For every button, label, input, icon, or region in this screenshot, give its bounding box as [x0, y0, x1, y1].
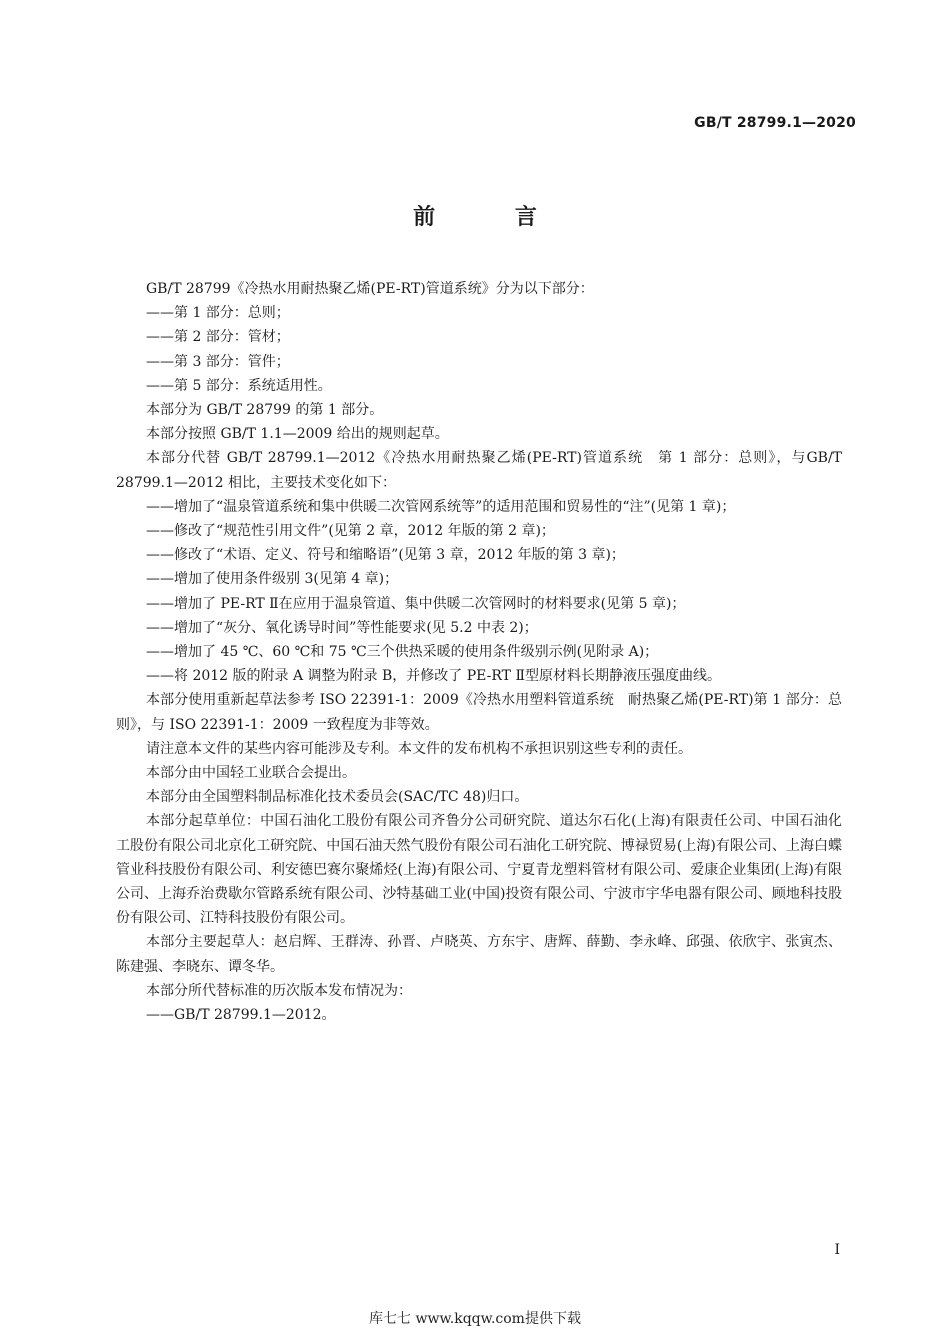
paragraph: 本部分由全国塑料制品标准化技术委员会(SAC/TC 48)归口。 — [146, 789, 529, 806]
list-item: ——第 5 部分：系统适用性。 — [146, 377, 332, 394]
list-item: ——修改了“规范性引用文件”(见第 2 章，2012 年版的第 2 章)； — [146, 523, 555, 540]
list-item: ——增加了“温泉管道系统和集中供暖二次管网系统等”的适用范围和贸易性的“注”(见第 1 章)； — [146, 498, 736, 515]
paragraph: 本部分主要起草人：赵启辉、王群涛、孙晋、卢晓英、方东宇、唐辉、薛勤、李永峰、邱强、依欣宇、张寅杰、陈建强、李晓东、谭冬华。 — [116, 934, 842, 975]
paragraph: GB/T 28799《冷热水用耐热聚乙烯(PE-RT)管道系统》分为以下部分： — [146, 281, 594, 297]
list-item: ——将 2012 版的附录 A 调整为附录 B，并修改了 PE-RT Ⅱ型原材料长期静液压强度曲线。 — [146, 668, 721, 685]
document-code: GB/T 28799.1—2020 — [694, 115, 856, 131]
paragraph: 本部分按照 GB/T 1.1—2009 给出的规则起草。 — [146, 426, 449, 443]
page-number: I — [834, 1242, 840, 1258]
list-item: ——第 1 部分：总则； — [146, 305, 290, 322]
paragraph: 本部分代替 GB/T 28799.1—2012《冷热水用耐热聚乙烯(PE-RT)管道系统 第 1 部分：总则》，与GB/T 28799.1—2012 相比，主要技术变化如下： — [116, 450, 842, 491]
paragraph: 本部分所代替标准的历次版本发布情况为： — [146, 982, 412, 999]
paragraph: 本部分由中国轻工业联合会提出。 — [146, 765, 356, 782]
list-item: ——增加了 PE-RT Ⅱ在应用于温泉管道、集中供暖二次管网时的材料要求(见第 5 章)； — [146, 595, 686, 612]
list-item: ——修改了“术语、定义、符号和缩略语”(见第 3 章，2012 年版的第 3 章)； — [146, 547, 625, 564]
list-item: ——第 2 部分：管材； — [146, 329, 290, 346]
footer-watermark: 库七七 www.kqqw.com提供下载 — [369, 1311, 581, 1327]
list-item: ——GB/T 28799.1—2012。 — [146, 1007, 336, 1024]
list-item: ——增加了 45 ℃、60 ℃和 75 ℃三个供热采暖的使用条件级别示例(见附录 A)； — [146, 644, 659, 661]
paragraph: 本部分为 GB/T 28799 的第 1 部分。 — [146, 402, 384, 419]
list-item: ——增加了“灰分、氧化诱导时间”等性能要求(见 5.2 中表 2)； — [146, 619, 538, 636]
foreword-body — [116, 277, 842, 1027]
paragraph: 请注意本文件的某些内容可能涉及专利。本文件的发布机构不承担识别这些专利的责任。 — [146, 740, 692, 757]
page-title: 前 言 — [413, 205, 573, 230]
list-item: ——增加了使用条件级别 3(见第 4 章)； — [146, 571, 399, 588]
paragraph: 本部分使用重新起草法参考 ISO 22391-1：2009《冷热水用塑料管道系统 耐热聚乙烯(PE-RT)第 1 部分：总则》，与 ISO 22391-1：2009 一致程度为非等效。 — [116, 692, 842, 733]
paragraph: 本部分起草单位：中国石油化工股份有限公司齐鲁分公司研究院、道达尔石化(上海)有限责任公司、中国石油化工股份有限公司北京化工研究院、中国石油天然气股份有限公司石油化工研究院、博禄贸易(上海)有限公司、上海白蝶管业科技股份有限公司、利安德巴赛尔聚烯烃(上海)有限公司、宁夏青龙塑料管材有限公司、爱康企业集团(上海)有限公司、上海乔治费歇尔管路系统有限公司、沙特基础工业(中国)投资有限公司、宁波市宇华电器有限公司、顾地科技股份有限公司、江特科技股份有限公司。 — [116, 813, 842, 927]
list-item: ——第 3 部分：管件； — [146, 353, 290, 370]
